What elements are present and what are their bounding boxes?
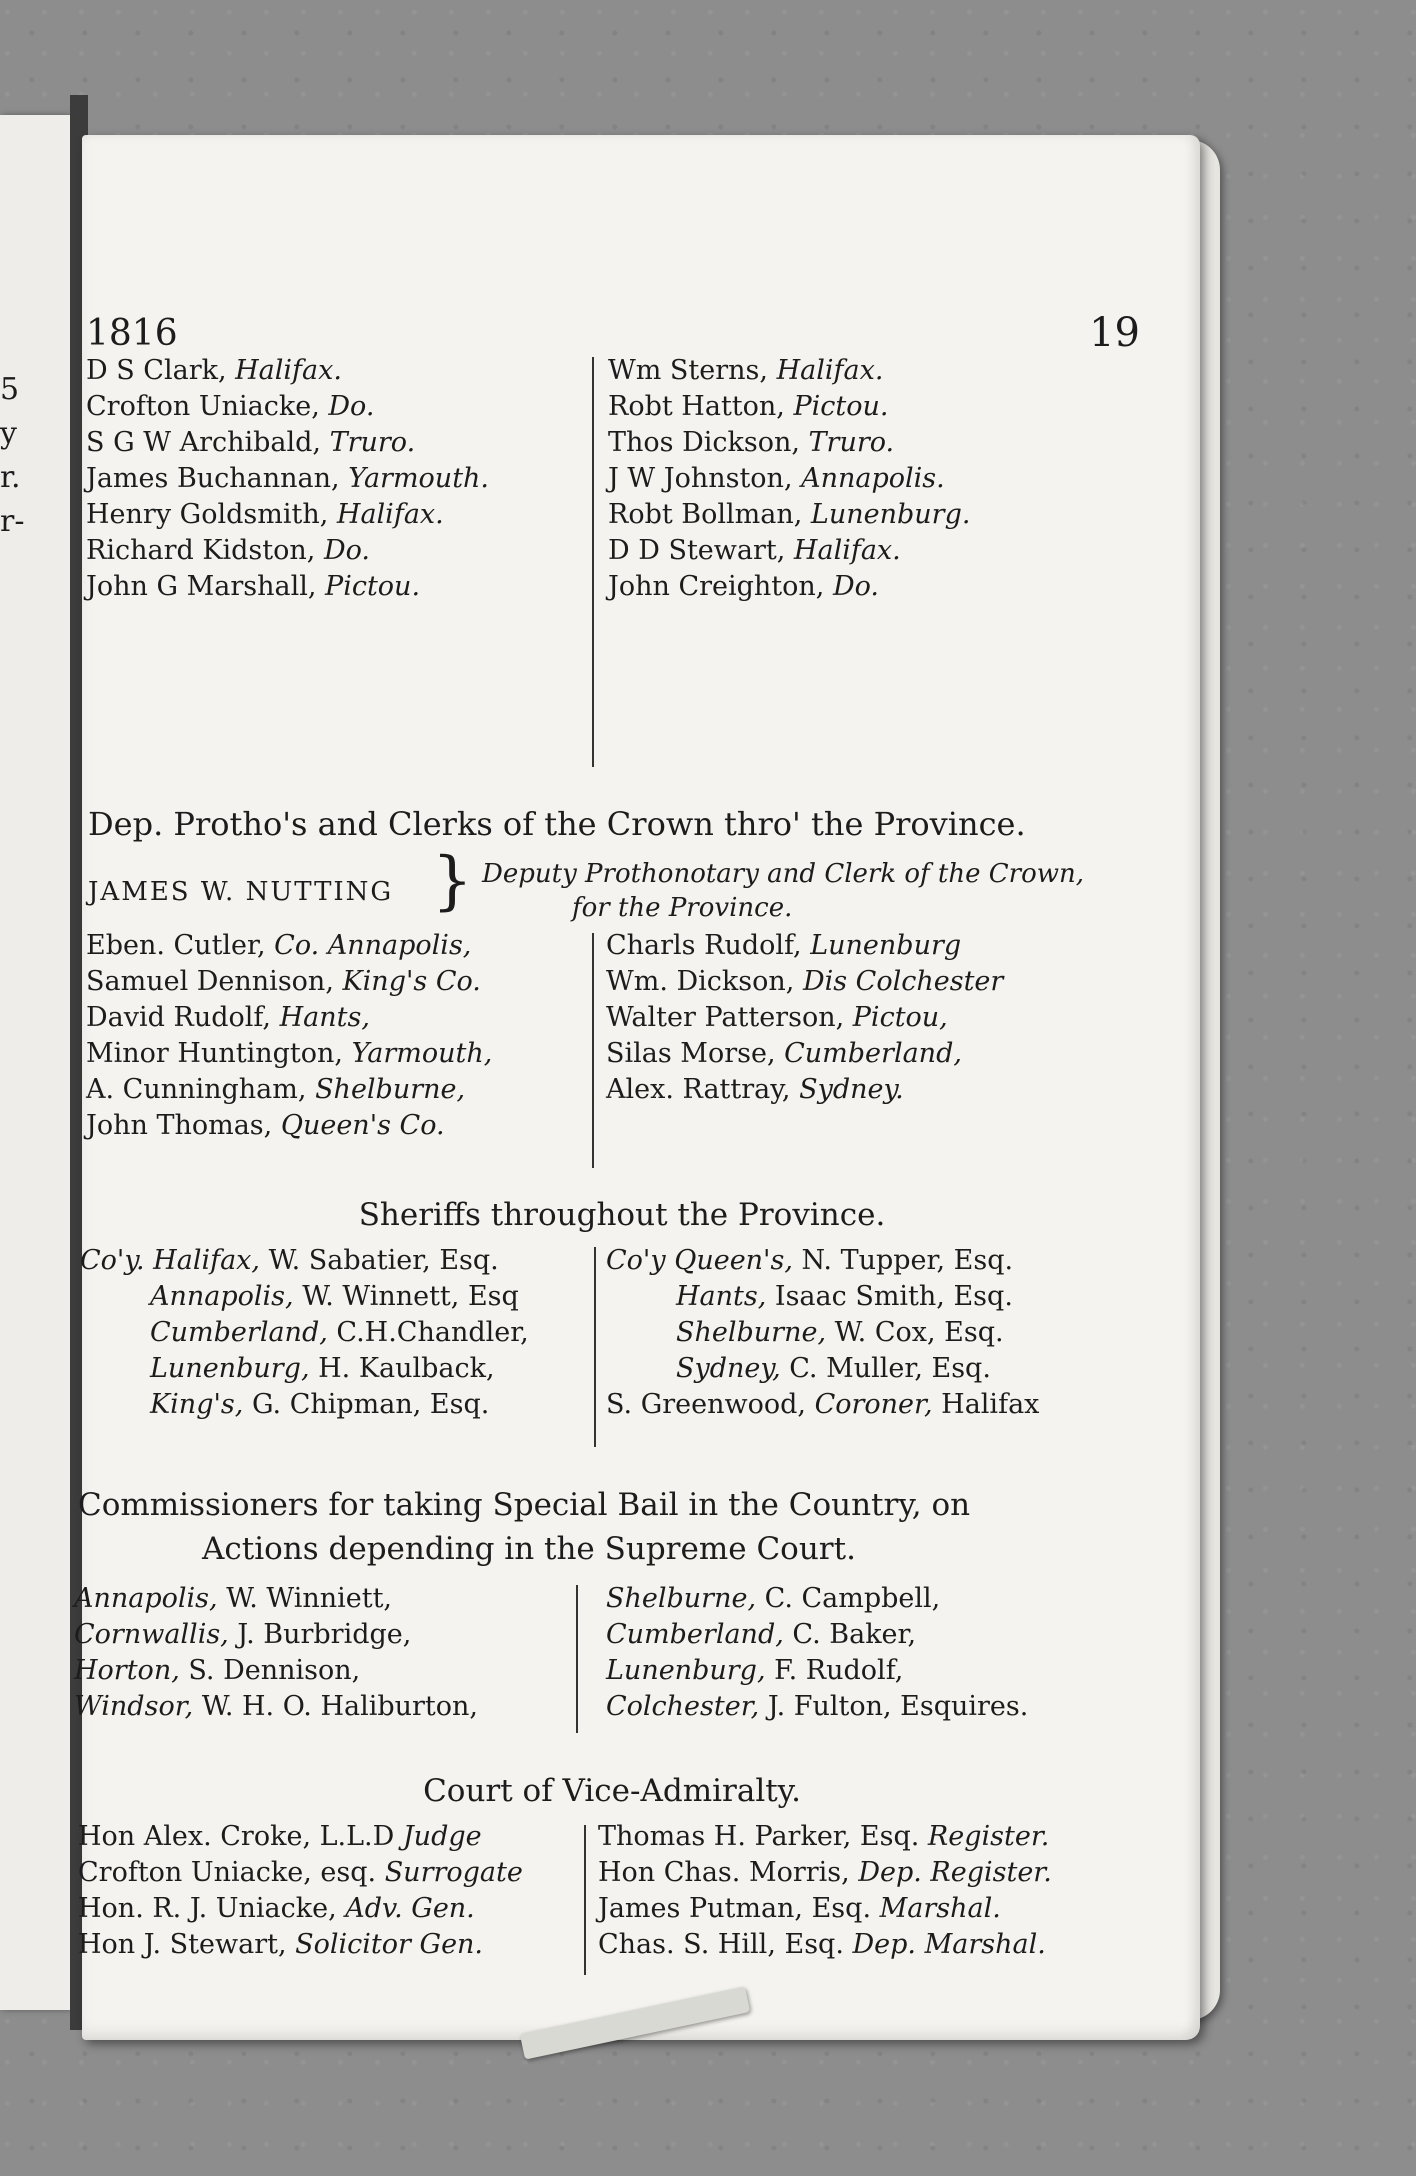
person-name: Henry Goldsmith, — [86, 499, 337, 530]
list-item — [608, 533, 970, 569]
list-item — [80, 1279, 529, 1315]
person-name: Minor Huntington, — [86, 1038, 352, 1069]
place-name: Do. — [832, 571, 879, 602]
place-name: Pictou. — [793, 391, 889, 422]
place-name: Halifax, — [153, 1245, 269, 1276]
person-name: David Rudolf, — [86, 1002, 280, 1033]
list-item — [606, 1351, 1039, 1387]
list-item — [86, 425, 489, 461]
section-heading-commissioners-line-2: Actions depending in the Supreme Court. — [202, 1531, 856, 1567]
person-name: Hon Alex. Croke, L.L.D — [78, 1821, 403, 1852]
place-name: Horton, — [74, 1655, 189, 1686]
list-item — [74, 1689, 478, 1725]
person-name: C. Baker, — [792, 1619, 917, 1650]
person-name: Alex. Rattray, — [606, 1074, 800, 1105]
list-item — [598, 1927, 1052, 1963]
column-divider — [594, 1247, 596, 1447]
place-name: Truro. — [329, 427, 416, 458]
list-item — [606, 1315, 1039, 1351]
vice-admiralty-right-column — [598, 1819, 1052, 1963]
person-name: S. Dennison, — [188, 1655, 361, 1686]
list-item — [74, 1617, 478, 1653]
person-name: Thos Dickson, — [608, 427, 809, 458]
person-name: H. Kaulback, — [318, 1353, 495, 1384]
place-name: Sydney, — [676, 1353, 790, 1384]
person-name: Walter Patterson, — [606, 1002, 853, 1033]
place-name: Truro. — [808, 427, 895, 458]
place-name: Cumberland, — [150, 1317, 337, 1348]
place-name: Cornwallis, — [74, 1619, 238, 1650]
prothonotaries-right-column — [606, 928, 1003, 1108]
list-item — [608, 353, 970, 389]
place-name: Shelburne, — [315, 1074, 466, 1105]
place-name: Co. Annapolis, — [274, 930, 472, 961]
entry-prefix: Co'y. — [80, 1245, 154, 1276]
place-name: Lunenburg, — [606, 1655, 775, 1686]
place-name: Pictou, — [852, 1002, 948, 1033]
list-item — [78, 1855, 523, 1891]
chief-title-line-2: for the Province. — [572, 893, 793, 923]
list-item — [86, 1072, 492, 1108]
list-item — [606, 1036, 1003, 1072]
place-name: Halifax. — [776, 355, 884, 386]
person-name: Robt Hatton, — [608, 391, 794, 422]
person-name: Hon J. Stewart, — [78, 1929, 296, 1960]
list-item — [86, 497, 489, 533]
list-item — [86, 461, 489, 497]
office-title: Solicitor Gen. — [295, 1929, 484, 1960]
list-item — [606, 1072, 1003, 1108]
office-title: Dep. Register. — [858, 1857, 1052, 1888]
person-name: John G Marshall, — [86, 571, 326, 602]
place-name: Do. — [323, 535, 370, 566]
list-item — [86, 964, 492, 1000]
person-name: W. Cox, Esq. — [834, 1317, 1004, 1348]
list-item — [86, 389, 489, 425]
list-item — [608, 425, 970, 461]
person-name: J W Johnston, — [608, 463, 802, 494]
person-name: John Creighton, — [608, 571, 833, 602]
person-name: Samuel Dennison, — [86, 966, 343, 997]
list-item — [606, 1689, 1028, 1725]
place-name: Halifax. — [235, 355, 342, 386]
office-title: Judge — [402, 1821, 482, 1852]
sheriffs-right-column — [606, 1243, 1039, 1423]
commissioners-left-column — [74, 1581, 478, 1725]
list-item — [86, 569, 489, 605]
column-divider — [576, 1585, 578, 1733]
list-item — [606, 1387, 1039, 1423]
person-name: Thomas H. Parker, Esq. — [598, 1821, 928, 1852]
list-item — [606, 1617, 1028, 1653]
person-name: Chas. S. Hill, Esq. — [598, 1929, 853, 1960]
list-item — [78, 1891, 523, 1927]
list-item — [598, 1891, 1052, 1927]
list-item — [80, 1351, 529, 1387]
office-title: Surrogate — [384, 1857, 523, 1888]
place-name: Queen's, — [674, 1245, 802, 1276]
list-item — [606, 1243, 1039, 1279]
place-name: Cumberland, — [784, 1038, 962, 1069]
person-name: Hon Chas. Morris, — [598, 1857, 859, 1888]
sheriffs-left-column — [80, 1243, 529, 1423]
person-name: W. Winniett, — [226, 1583, 393, 1614]
person-name: Hon. R. J. Uniacke, — [78, 1893, 346, 1924]
person-name: Robt Bollman, — [608, 499, 811, 530]
person-name: C. Campbell, — [764, 1583, 941, 1614]
list-item — [606, 1000, 1003, 1036]
place-name: Lunenburg, — [150, 1353, 319, 1384]
place-name: Do. — [328, 391, 375, 422]
column-divider — [584, 1825, 586, 1975]
office-title: Dep. Marshal. — [852, 1929, 1046, 1960]
person-name: Wm Sterns, — [608, 355, 777, 386]
person-name: Crofton Uniacke, — [86, 391, 329, 422]
place-name: Halifax. — [793, 535, 901, 566]
person-name: W. Winnett, Esq — [302, 1281, 519, 1312]
list-item — [606, 964, 1003, 1000]
section-heading-commissioners-line-1: Commissioners for taking Special Bail in the Country, on — [78, 1487, 971, 1523]
person-name: G. Chipman, Esq. — [251, 1389, 490, 1420]
page-number: 19 — [1089, 310, 1140, 356]
prothonotaries-left-column — [86, 928, 492, 1144]
place-name: Lunenburg. — [810, 499, 971, 530]
person-name: C. Muller, Esq. — [789, 1353, 991, 1384]
chief-title — [482, 857, 1084, 925]
entry-prefix: Co'y — [606, 1245, 675, 1276]
vice-admiralty-left-column — [78, 1819, 523, 1963]
office-title: Marshal. — [879, 1893, 1001, 1924]
office-title: Register. — [927, 1821, 1050, 1852]
section-heading-vice-admiralty: Court of Vice-Admiralty. — [423, 1773, 801, 1809]
list-item — [598, 1819, 1052, 1855]
list-item — [86, 928, 492, 964]
list-item — [80, 1243, 529, 1279]
place-name: Annapolis, — [150, 1281, 303, 1312]
person-name: James Putman, Esq. — [598, 1893, 880, 1924]
list-item — [606, 1653, 1028, 1689]
place-name: Colchester, — [606, 1691, 768, 1722]
barristers-left-column — [86, 353, 489, 605]
person-name: N. Tupper, Esq. — [801, 1245, 1014, 1276]
list-item — [86, 353, 489, 389]
person-name: James Buchannan, — [86, 463, 349, 494]
place-name: Yarmouth. — [348, 463, 490, 494]
place-name: Cumberland, — [606, 1619, 793, 1650]
entry-prefix: S. Greenwood, — [606, 1389, 815, 1420]
chief-title-line-1: Deputy Prothonotary and Clerk of the Crown, — [482, 859, 1084, 889]
person-name: Richard Kidston, — [86, 535, 324, 566]
place-name: Coroner, — [814, 1389, 942, 1420]
barristers-right-column — [608, 353, 970, 605]
place-name: Queen's Co. — [280, 1110, 445, 1141]
person-name: Charls Rudolf, — [606, 930, 811, 961]
place-name: Hants, — [676, 1281, 775, 1312]
list-item — [78, 1927, 523, 1963]
facing-page-fragments: 5 y r. r- — [0, 372, 25, 539]
place-name: Sydney. — [799, 1074, 904, 1105]
list-item — [86, 1108, 492, 1144]
almanac-page — [74, 135, 1200, 2040]
list-item — [80, 1387, 529, 1423]
person-name: D D Stewart, — [608, 535, 794, 566]
list-item — [608, 569, 970, 605]
place-name: King's, — [150, 1389, 252, 1420]
list-item — [78, 1819, 523, 1855]
place-name: Dis Colchester — [802, 966, 1004, 997]
brace: } — [432, 844, 473, 918]
person-name: W. H. O. Haliburton, — [201, 1691, 479, 1722]
place-name: Windsor, — [74, 1691, 202, 1722]
office-title: Adv. Gen. — [345, 1893, 475, 1924]
person-name: J. Fulton, Esquires. — [767, 1691, 1029, 1722]
place-name: Annapolis, — [74, 1583, 227, 1614]
chief-name: JAMES W. NUTTING — [88, 877, 394, 907]
place-name: Halifax. — [336, 499, 444, 530]
person-name: Eben. Cutler, — [86, 930, 275, 961]
page-year: 1816 — [86, 313, 178, 354]
person-name: Silas Morse, — [606, 1038, 785, 1069]
list-item — [606, 1581, 1028, 1617]
place-name: Pictou. — [325, 571, 421, 602]
person-name: John Thomas, — [86, 1110, 281, 1141]
person-name: S G W Archibald, — [86, 427, 330, 458]
column-divider — [592, 933, 594, 1168]
facing-page-edge — [0, 115, 70, 2010]
place-name: King's Co. — [342, 966, 481, 997]
list-item — [608, 461, 970, 497]
list-item — [74, 1581, 478, 1617]
list-item — [608, 497, 970, 533]
person-name: J. Burbridge, — [237, 1619, 412, 1650]
person-name: Crofton Uniacke, esq. — [78, 1857, 385, 1888]
person-name: Halifax — [941, 1389, 1040, 1420]
place-name: Shelburne, — [676, 1317, 835, 1348]
list-item — [80, 1315, 529, 1351]
commissioners-right-column — [606, 1581, 1028, 1725]
place-name: Yarmouth, — [351, 1038, 493, 1069]
list-item — [608, 389, 970, 425]
place-name: Annapolis. — [801, 463, 945, 494]
person-name: F. Rudolf, — [774, 1655, 904, 1686]
person-name: D S Clark, — [86, 355, 236, 386]
place-name: Shelburne, — [606, 1583, 765, 1614]
place-name: Hants, — [279, 1002, 370, 1033]
section-heading-sheriffs: Sheriffs throughout the Province. — [358, 1197, 886, 1233]
person-name: W. Sabatier, Esq. — [268, 1245, 499, 1276]
person-name: Wm. Dickson, — [606, 966, 803, 997]
list-item — [86, 1000, 492, 1036]
person-name: A. Cunningham, — [86, 1074, 316, 1105]
list-item — [86, 1036, 492, 1072]
list-item — [86, 533, 489, 569]
column-divider — [592, 357, 594, 767]
person-name: Isaac Smith, Esq. — [774, 1281, 1013, 1312]
place-name: Lunenburg — [810, 930, 962, 961]
list-item — [598, 1855, 1052, 1891]
person-name: C.H.Chandler, — [336, 1317, 529, 1348]
section-heading-prothonotaries: Dep. Protho's and Clerks of the Crown thro' the Province. — [88, 805, 1026, 843]
list-item — [606, 1279, 1039, 1315]
list-item — [606, 928, 1003, 964]
list-item — [74, 1653, 478, 1689]
